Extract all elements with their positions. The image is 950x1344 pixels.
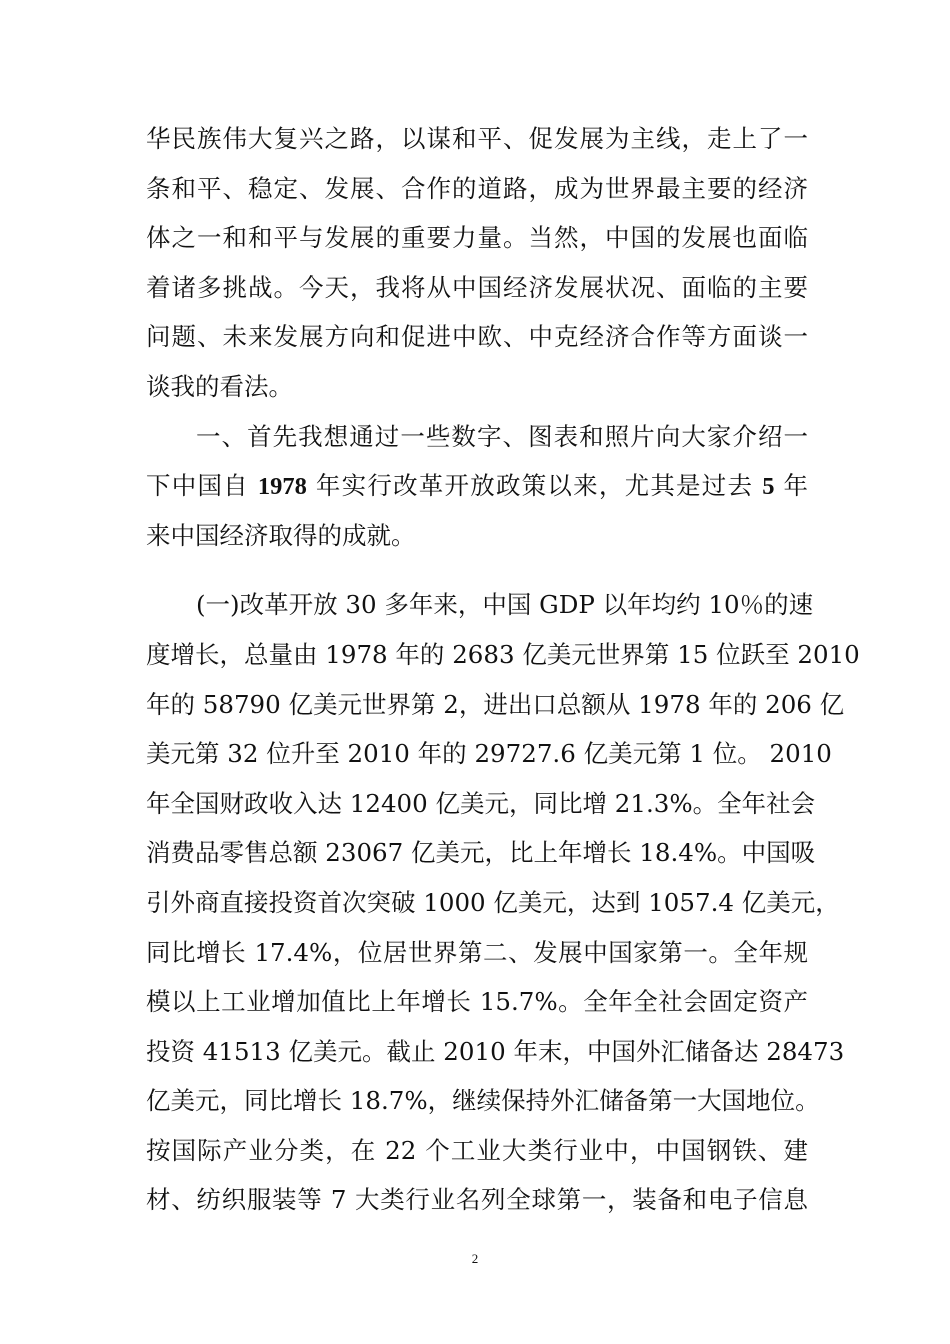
text-line: (一)改革开放 30 多年来，中国 GDP 以年均约 10％的速 [196, 590, 814, 620]
text-line: 消费品零售总额 23067 亿美元，比上年增长 18.4%。中国吸 [146, 838, 816, 868]
paragraph-statistics [146, 580, 860, 1225]
text-line: 一、首先我想通过一些数字、图表和照片向大家介绍一 [196, 421, 808, 451]
text-line: 度增长，总量由 1978 年的 2683 亿美元世界第 15 位跃至 2010 [146, 639, 860, 669]
text-line: 材、纺织服装等 7 大类行业名列全球第一，装备和电子信息 [146, 1185, 808, 1215]
bold-year: 1978 [257, 473, 307, 501]
paragraph-section-one [146, 412, 808, 561]
text-line: 同比增长 17.4%，位居世界第二、发展中国家第一。全年规 [146, 937, 808, 967]
text-line: 体之一和和平与发展的重要力量。当然，中国的发展也面临 [146, 223, 808, 253]
text-line [146, 461, 808, 511]
text-line: 模以上工业增加值比上年增长 15.7%。全年全社会固定资产 [146, 987, 808, 1017]
paragraph-intro [146, 114, 808, 412]
text-fragment: 年实行改革开放政策以来，尤其是过去 [306, 471, 763, 501]
text-line: 亿美元，同比增长 18.7%，继续保持外汇储备第一大国地位。 [146, 1086, 820, 1116]
text-line: 问题、未来发展方向和促进中欧、中克经济合作等方面谈一 [146, 322, 808, 352]
bold-number: 5 [762, 473, 775, 501]
page-number: 2 [471, 1251, 479, 1266]
text-line: 来中国经济取得的成就。 [146, 520, 416, 550]
text-fragment: 下中国自 [146, 471, 258, 501]
text-line: 投资 41513 亿美元。截止 2010 年末，中国外汇储备达 28473 [146, 1036, 845, 1066]
paragraph-spacer [146, 560, 808, 580]
text-line: 条和平、稳定、发展、合作的道路，成为世界最主要的经济 [146, 173, 808, 203]
document-body [146, 114, 860, 1225]
text-line: 引外商直接投资首次突破 1000 亿美元，达到 1057.4 亿美元， [146, 887, 840, 917]
text-line: 着诸多挑战。今天，我将从中国经济发展状况、面临的主要 [146, 272, 808, 302]
text-line: 美元第 32 位升至 2010 年的 29727.6 亿美元第 1 位。 2010 [146, 739, 832, 769]
text-line: 按国际产业分类，在 22 个工业大类行业中，中国钢铁、建 [146, 1135, 808, 1165]
text-line: 年全国财政收入达 12400 亿美元，同比增 21.3%。全年社会 [146, 788, 816, 818]
text-fragment: 年 [774, 471, 808, 501]
text-line: 谈我的看法。 [146, 371, 293, 401]
text-line: 年的 58790 亿美元世界第 2，进出口总额从 1978 年的 206 亿 [146, 689, 845, 719]
text-line: 华民族伟大复兴之路，以谋和平、促发展为主线，走上了一 [146, 124, 808, 153]
